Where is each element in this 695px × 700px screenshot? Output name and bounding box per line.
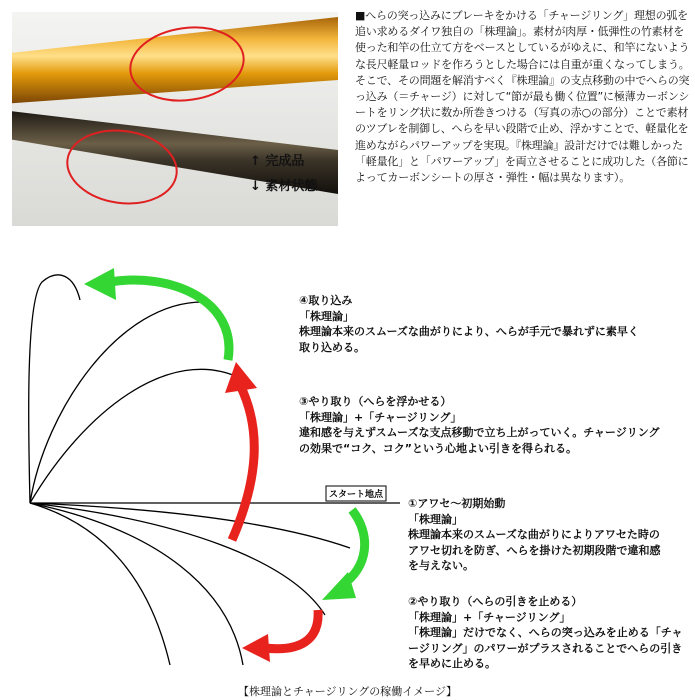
- green-arrow-top: [84, 268, 229, 360]
- curve-2b-stop: [30, 503, 243, 665]
- green-arrow-lower: [322, 510, 365, 600]
- curve-2c-stop: [30, 503, 170, 665]
- step-4-line: 取り込める。: [299, 340, 365, 354]
- step-1-line: 「株理論」: [408, 512, 463, 526]
- description-text: ■へらの突っ込みにブレーキをかける「チャージリング」理想の弧を追い求めるダイワ独自の「株理論」。素材が肉厚・低弾性の竹素材を使った和竿の仕立て方をベースとしているがゆえに、和竿にないような長尺軽量ロッドを作ろうとした場合には自重が重くなってしまう。そこで、その問題を解消すべく『株理論』の支点移動の中でへらの突っ込み（＝チャージ）に対して“節が最も働く位置”に極薄カーボンシートをリング状に数か所巻きつける（写真の赤○の部分）ことで素材のツブレを制御し、へらを早い段階で止め、浮かすことで、軽量化を進めながらパワーアップを実現。『株理論』設計だけでは難しかった「軽量化」と「パワーアップ」を両立させることに成功した（各節によってカーボンシートの厚さ・弾性・幅は異なります）。: [355, 9, 690, 185]
- label-material: ↓ 素材状態: [250, 179, 318, 194]
- step-4-line: 株理論本来のスムーズな曲がりにより、へらが手元で暴れずに素早く: [299, 325, 639, 338]
- curve-4-takein: [29, 275, 80, 503]
- figure-caption: 【株理論とチャージリングの稼働イメージ】: [238, 685, 457, 698]
- step-4-title: ④取り込み: [299, 294, 353, 307]
- step-2-line: を早めに止める。: [408, 657, 496, 670]
- step-2-line: 「株理論」+「チャージリング」: [408, 610, 571, 624]
- red-arrow-upper: [225, 362, 257, 540]
- step-3-line: の効果で“コク、コク”という心地よい引きを得られる。: [299, 441, 578, 455]
- step-4-label: [299, 293, 639, 355]
- step-3-line: 違和感を与えずスムーズな支点移動で立ち上がっていく。チャージリング: [299, 426, 660, 439]
- step-2-line: ージリング」のパワーがプラスされることでへらの引き: [408, 641, 683, 655]
- curve-2a-stop: [30, 503, 325, 615]
- step-4-line: 「株理論」: [299, 309, 354, 323]
- step-2-label: [408, 594, 682, 672]
- curve-3b-lift: [30, 369, 240, 503]
- step-1-line: アワセ切れを防ぎ、へらを掛けた初期段階で違和感: [408, 543, 661, 557]
- step-2-line: 「株理論」だけでなく、へらの突っ込みを止める「チャ: [408, 626, 683, 639]
- rod-photo: [12, 12, 338, 226]
- step-3-label: [299, 394, 659, 456]
- step-1-line: を与えない。: [408, 559, 474, 572]
- step-3-title: ③やり取り（へらを浮かせる）: [299, 395, 452, 408]
- red-arrow-lower: [242, 610, 318, 662]
- step-1-line: 株理論本来のスムーズな曲がりによりアワセた時の: [408, 528, 660, 541]
- start-point: [326, 486, 386, 501]
- curve-3-lift: [30, 302, 205, 503]
- step-2-title: ②やり取り（へらの引きを止める）: [408, 595, 583, 608]
- step-1-title: ①アワセ～初期始動: [408, 497, 506, 510]
- label-finished: ↑ 完成品: [250, 154, 305, 169]
- start-point-label: スタート地点: [328, 490, 384, 500]
- step-3-line: 「株理論」+「チャージリング」: [299, 410, 462, 424]
- step-1-label: [408, 496, 661, 574]
